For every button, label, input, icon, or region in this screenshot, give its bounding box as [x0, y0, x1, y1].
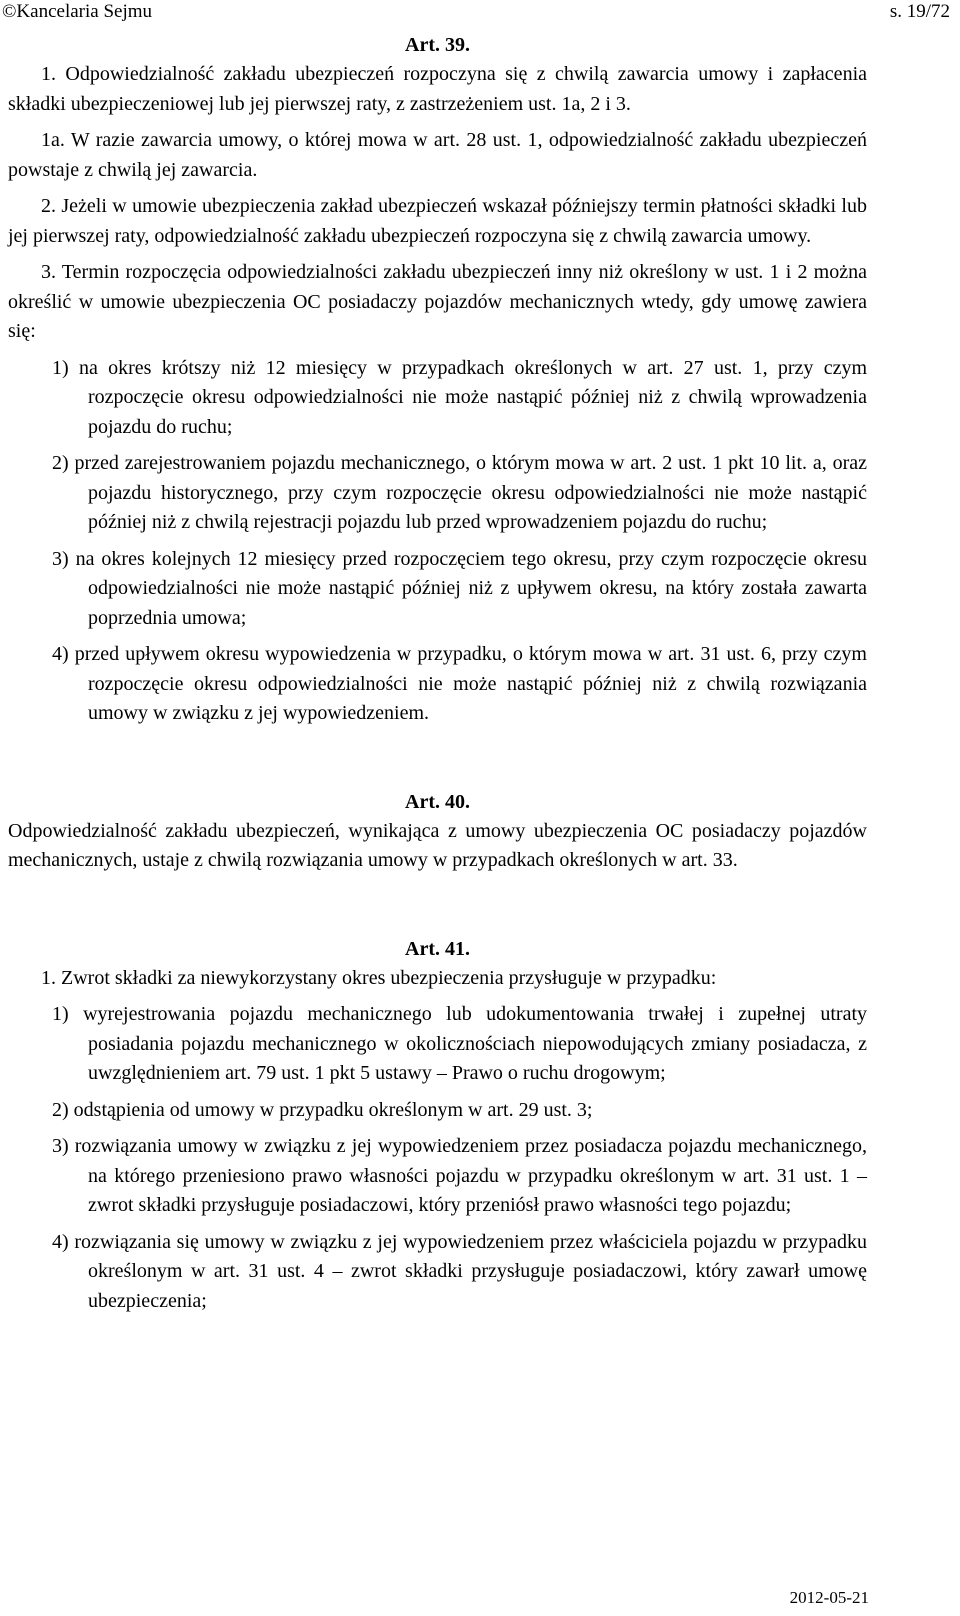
- article-39-item-2: 2) przed zarejestrowaniem pojazdu mechanicznego, o którym mowa w art. 2 ust. 1 pkt 10 lit. a, oraz pojazdu historycznego, przy czym rozpoczęcie okresu odpowiedzialności nie może nastąpić później niż z chwilą rejestracji pojazdu lub przed wprowadzeniem pojazdu do ruchu;: [52, 452, 867, 533]
- article-40: [8, 787, 867, 876]
- page-number: s. 19/72: [889, 1, 950, 22]
- article-39-title: Art. 39.: [405, 34, 470, 56]
- article-41-item-3: 3) rozwiązania umowy w związku z jej wypowiedzeniem przez posiadacza pojazdu mechanicznego, na którego przeniesiono prawo własności pojazdu w przypadku określonym w art. 31 ust. 1 – zwrot składki przysługuje posiadaczowi, który przeniósł prawo własności tego pojazdu;: [52, 1135, 867, 1216]
- article-39-item-1: 1) na okres krótszy niż 12 miesięcy w przypadkach określonych w art. 27 ust. 1, przy czym rozpoczęcie okresu odpowiedzialności nie może nastąpić później niż z chwilą wprowadzenia pojazdu do ruchu;: [52, 356, 867, 438]
- article-41: [8, 934, 867, 1317]
- article-39-par-1: 1. Odpowiedzialność zakładu ubezpieczeń rozpoczyna się z chwilą zawarcia umowy i zapłacenia składki ubezpieczeniowej lub jej pierwszej raty, z zastrzeżeniem ust. 1a, 2 i 3.: [8, 63, 867, 115]
- article-39: [8, 30, 867, 729]
- article-40-title: Art. 40.: [405, 790, 470, 813]
- document-date: 2012-05-21: [789, 1588, 869, 1607]
- article-spacer: [8, 736, 867, 787]
- document-body: [8, 30, 867, 1323]
- article-39-par-2: 2. Jeżeli w umowie ubezpieczenia zakład ubezpieczeń wskazał późniejszy termin płatności składki lub jej pierwszej raty, odpowiedzialność zakładu ubezpieczeń rozpoczyna się z chwilą zawarcia umowy.: [8, 195, 867, 247]
- article-41-title: Art. 41.: [405, 937, 470, 960]
- article-41-item-4: 4) rozwiązania się umowy w związku z jej wypowiedzeniem przez właściciela pojazdu w przypadku określonym w art. 31 ust. 4 – zwrot składki przysługuje posiadaczowi, który zawarł umowę ubezpieczenia;: [52, 1230, 867, 1312]
- article-39-par-3: 3. Termin rozpoczęcia odpowiedzialności zakładu ubezpieczeń inny niż określony w ust. 1 i 2 można określić w umowie ubezpieczenia OC posiadaczy pojazdów mechanicznych wtedy, gdy umowę zawiera się:: [8, 261, 867, 342]
- article-41-par-1: 1. Zwrot składki za niewykorzystany okres ubezpieczenia przysługuje w przypadku:: [41, 966, 717, 989]
- article-39-item-4: 4) przed upływem okresu wypowiedzenia w przypadku, o którym mowa w art. 31 ust. 6, przy czym rozpoczęcie okresu odpowiedzialności nie może nastąpić później niż z chwilą rozwiązania umowy w związku z jej wypowiedzeniem.: [52, 643, 867, 724]
- article-40-par-1: Odpowiedzialność zakładu ubezpieczeń, wynikająca z umowy ubezpieczenia OC posiadaczy pojazdów mechanicznych, ustaje z chwilą rozwiązania umowy w przypadkach określonych w art. 33.: [8, 819, 867, 871]
- article-41-item-1: 1) wyrejestrowania pojazdu mechanicznego lub udokumentowania trwałej i zupełnej utraty posiadania pojazdu mechanicznego w okolicznościach niepowodujących zmiany posiadacza, z uwzględnieniem art. 79 ust. 1 pkt 5 ustawy – Prawo o ruchu drogowym;: [52, 1003, 867, 1084]
- article-39-par-1a: 1a. W razie zawarcia umowy, o której mowa w art. 28 ust. 1, odpowiedzialność zakładu ubezpieczeń powstaje z chwilą jej zawarcia.: [8, 129, 867, 181]
- article-39-item-3: 3) na okres kolejnych 12 miesięcy przed rozpoczęciem tego okresu, przy czym rozpoczęcie okresu odpowiedzialności nie może nastąpić później niż z upływem okresu, na który została zawarta poprzednia umowa;: [52, 547, 867, 629]
- article-spacer: [8, 883, 867, 934]
- article-41-item-2: 2) odstąpienia od umowy w przypadku określonym w art. 29 ust. 3;: [52, 1098, 593, 1121]
- copyright-header: ©Kancelaria Sejmu: [2, 1, 153, 22]
